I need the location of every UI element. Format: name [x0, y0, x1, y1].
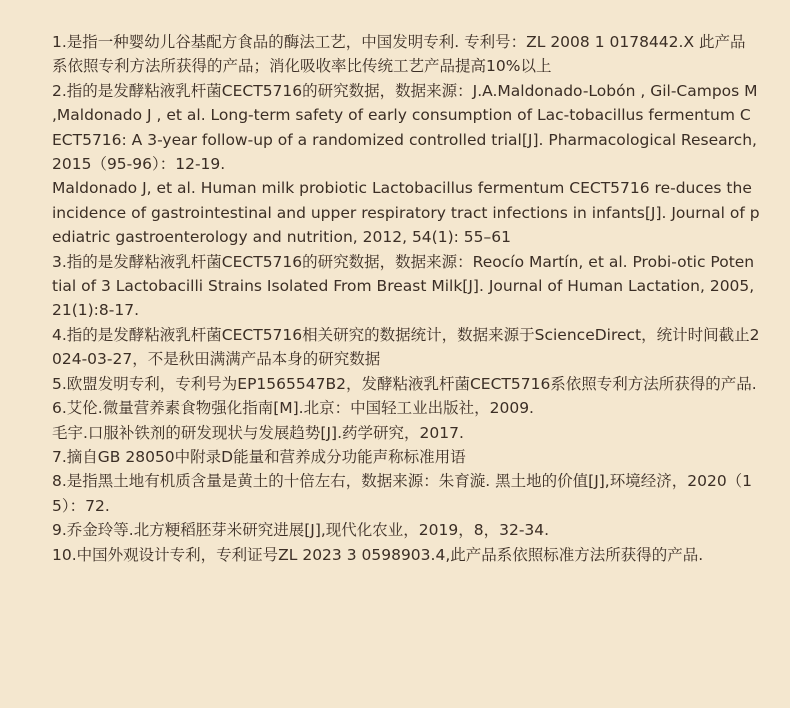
reference-item-4: 4.指的是发酵粘液乳杆菌CECT5716相关研究的数据统计，数据来源于ScienceDirect，统计时间截止2024-03-27，不是秋田满满产品本身的研究数据: [52, 325, 760, 369]
reference-list: [52, 30, 760, 567]
reference-item-8: 8.是指黑土地有机质含量是黄土的十倍左右，数据来源：朱育漩. 黑土地的价值[J],环境经济，2020（15）：72.: [52, 472, 753, 515]
reference-item-2-continued: Maldonado J, et al. Human milk probiotic Lactobacillus fermentum CECT5716 re-duces the incidence of gastrointestinal and upper respiratory tract infections in infants[J]. Journal of pediatric gastroenterology and nutrition, 2012, 54(1): 55–61: [52, 179, 760, 247]
reference-item-6-continued: 毛宇.口服补铁剂的研发现状与发展趋势[J].药学研究，2017.: [52, 423, 464, 442]
reference-item-5: 5.欧盟发明专利，专利号为EP1565547B2，发酵粘液乳杆菌CECT5716系依照专利方法所获得的产品.: [52, 374, 757, 393]
reference-item-1: 1.是指一种婴幼儿谷基配方食品的酶法工艺，中国发明专利. 专利号：ZL 2008 1 0178442.X 此产品系依照专利方法所获得的产品；消化吸收率比传统工艺产品提高10%以上: [52, 33, 746, 76]
reference-item-6: 6.艾伦.微量营养素食物强化指南[M].北京：中国轻工业出版社，2009.: [52, 399, 534, 418]
reference-item-10: 10.中国外观设计专利，专利证号ZL 2023 3 0598903.4,此产品系依照标准方法所获得的产品.: [52, 545, 704, 564]
reference-item-7: 7.摘自GB 28050中附录D能量和营养成分功能声称标准用语: [52, 447, 466, 466]
reference-item-9: 9.乔金玲等.北方粳稻胚芽米研究进展[J],现代化农业，2019，8，32-34.: [52, 521, 550, 540]
reference-item-2: 2.指的是发酵粘液乳杆菌CECT5716的研究数据，数据来源：J.A.Maldonado-Lobón , Gil-Campos M ,Maldonado J , et al. Long-term safety of early consumption of Lac-tobacillus fermentum CECT5716: A 3-year follow-up of a randomized controlled trial[J]. Pharmacological Research, 2015（95-96）：12-19.: [52, 81, 758, 174]
reference-item-3: 3.指的是发酵粘液乳杆菌CECT5716的研究数据，数据来源：Reocío Martín, et al. Probi-otic Potential of 3 Lactobacilli Strains Isolated From Breast Milk[J]. Journal of Human Lactation, 2005, 21(1):8-17.: [52, 252, 755, 320]
